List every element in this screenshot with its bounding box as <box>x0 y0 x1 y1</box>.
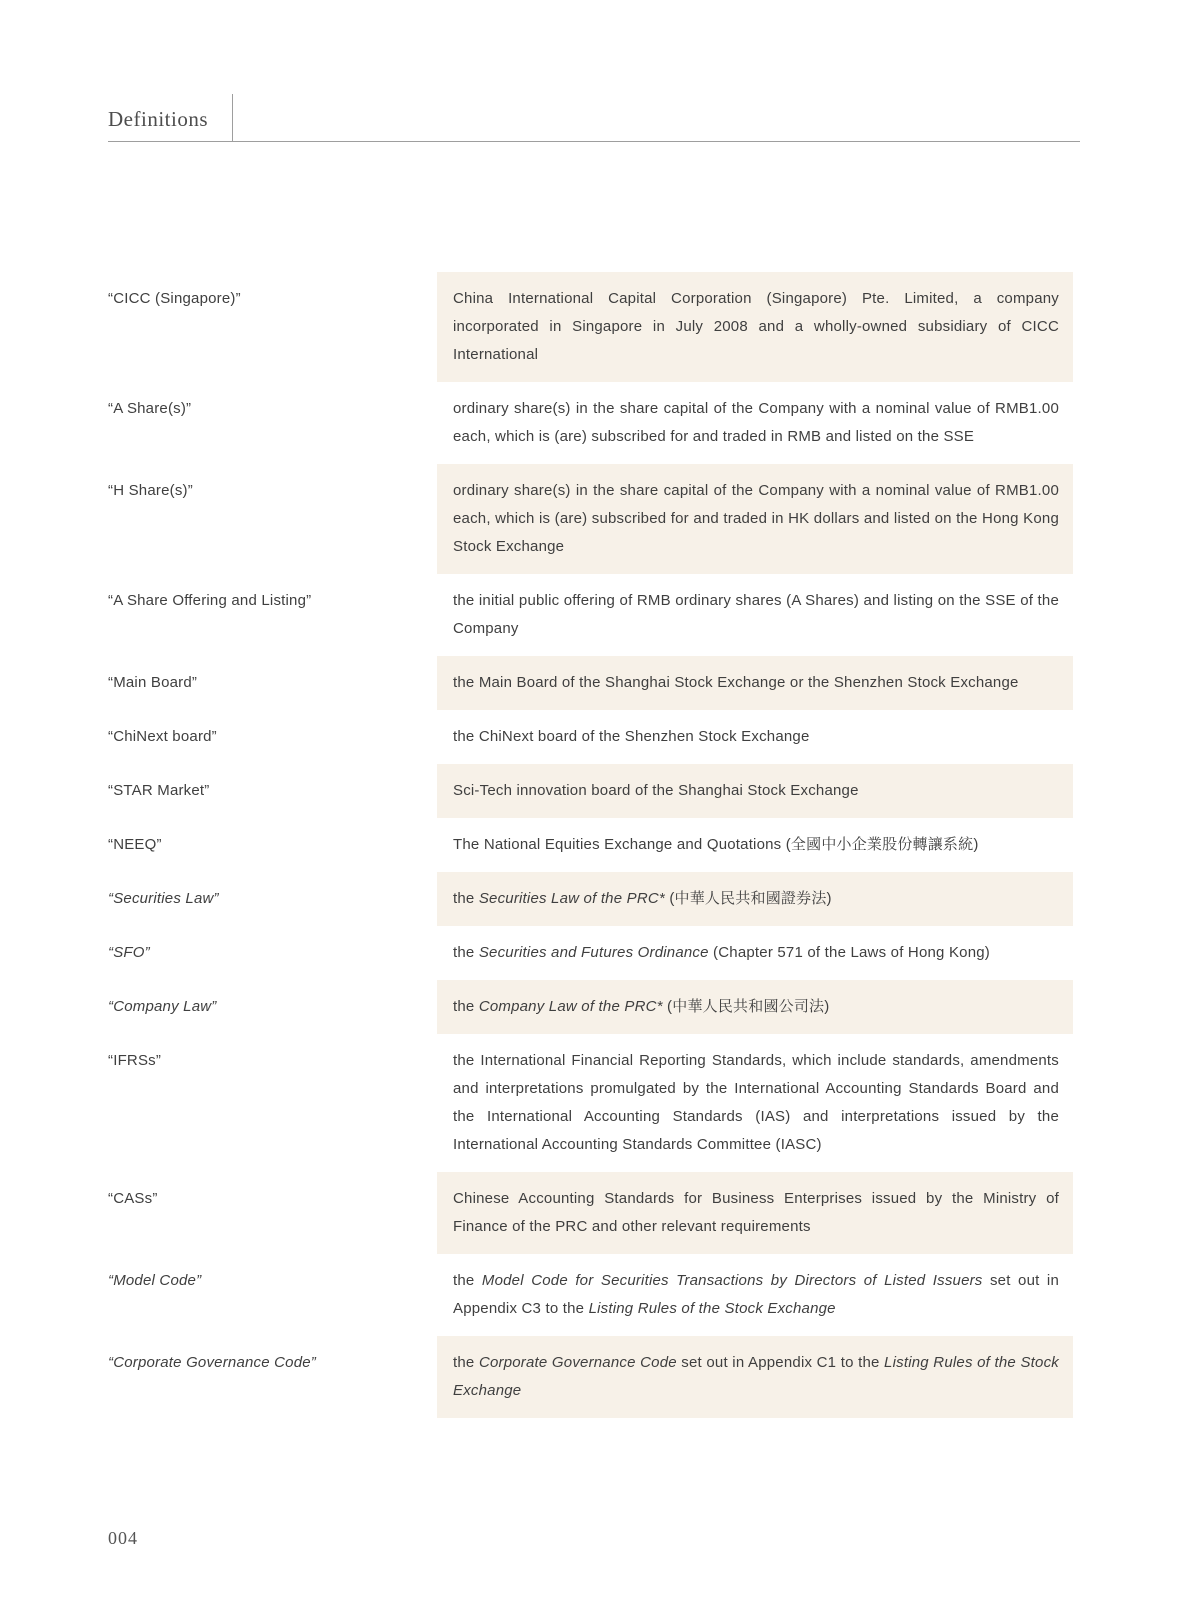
definition-text: China International Capital Corporation (Singapore) Pte. Limited, a company incorporated in Singapore in July 2008 and a wholly-owned subsidiary of CICC International <box>437 272 1073 382</box>
definition-text: the Company Law of the PRC* (中華人民共和國公司法) <box>437 980 1073 1034</box>
definition-row <box>108 1267 1073 1323</box>
page-title: Definitions <box>108 107 208 131</box>
definition-row <box>108 395 1073 451</box>
definition-row <box>108 980 1073 1034</box>
definition-term: “A Share(s)” <box>108 400 192 417</box>
definition-text: Sci-Tech innovation board of the Shanghai Stock Exchange <box>437 764 1073 818</box>
definition-term: “Main Board” <box>108 674 198 691</box>
definition-row <box>108 831 1073 859</box>
definition-row <box>108 764 1073 818</box>
definition-text: the Corporate Governance Code set out in Appendix C1 to the Listing Rules of the Stock Exchange <box>437 1336 1073 1418</box>
definition-term: “CASs” <box>108 1190 158 1207</box>
definition-text: the ChiNext board of the Shenzhen Stock Exchange <box>453 728 810 745</box>
definition-term: “SFO” <box>108 944 150 961</box>
definition-term: “NEEQ” <box>108 836 162 853</box>
definition-row <box>108 723 1073 751</box>
definition-text: the Main Board of the Shanghai Stock Exchange or the Shenzhen Stock Exchange <box>437 656 1073 710</box>
definition-term: “Securities Law” <box>108 890 219 907</box>
definition-text: ordinary share(s) in the share capital of the Company with a nominal value of RMB1.00 each, which is (are) subscribed for and traded in HK dollars and listed on the Hong Kong Stock Exchange <box>437 464 1073 574</box>
definition-term: “A Share Offering and Listing” <box>108 592 312 609</box>
definition-row <box>108 1172 1073 1254</box>
definition-row <box>108 272 1073 382</box>
definition-term: “Model Code” <box>108 1272 202 1289</box>
definition-term: “H Share(s)” <box>108 482 193 499</box>
definition-term: “ChiNext board” <box>108 728 217 745</box>
definition-row <box>108 464 1073 574</box>
definition-term: “STAR Market” <box>108 782 210 799</box>
definition-row <box>108 1047 1073 1159</box>
definition-row <box>108 656 1073 710</box>
definition-text: ordinary share(s) in the share capital of the Company with a nominal value of RMB1.00 each, which is (are) subscribed for and traded in RMB and listed on the SSE <box>453 400 1059 445</box>
definition-row <box>108 1336 1073 1418</box>
definition-term: “IFRSs” <box>108 1052 162 1069</box>
definition-text: the Securities Law of the PRC* (中華人民共和國證券法) <box>437 872 1073 926</box>
page-header <box>108 0 1080 142</box>
definition-text: the Model Code for Securities Transactions by Directors of Listed Issuers set out in Appendix C3 to the Listing Rules of the Stock Exchange <box>453 1272 1059 1317</box>
definition-term: “CICC (Singapore)” <box>108 290 241 307</box>
definition-row <box>108 872 1073 926</box>
definition-term: “Company Law” <box>108 998 217 1015</box>
definition-text: the Securities and Futures Ordinance (Chapter 571 of the Laws of Hong Kong) <box>453 944 990 961</box>
definition-term: “Corporate Governance Code” <box>108 1354 317 1371</box>
header-divider <box>232 94 233 141</box>
definition-text: Chinese Accounting Standards for Business Enterprises issued by the Ministry of Finance of the PRC and other relevant requirements <box>437 1172 1073 1254</box>
definition-text: the initial public offering of RMB ordinary shares (A Shares) and listing on the SSE of the Company <box>453 592 1059 637</box>
definition-text: The National Equities Exchange and Quotations (全國中小企業股份轉讓系統) <box>453 836 979 853</box>
definition-text: the International Financial Reporting Standards, which include standards, amendments and interpretations promulgated by the International Accounting Standards Board and the International Accounting Standards (IAS) and interpretations issued by the International Accounting Standards Committee (IASC) <box>453 1052 1059 1153</box>
definition-row <box>108 939 1073 967</box>
definition-row <box>108 587 1073 643</box>
definitions-list <box>108 272 1073 1431</box>
page-number: 004 <box>108 1528 138 1548</box>
